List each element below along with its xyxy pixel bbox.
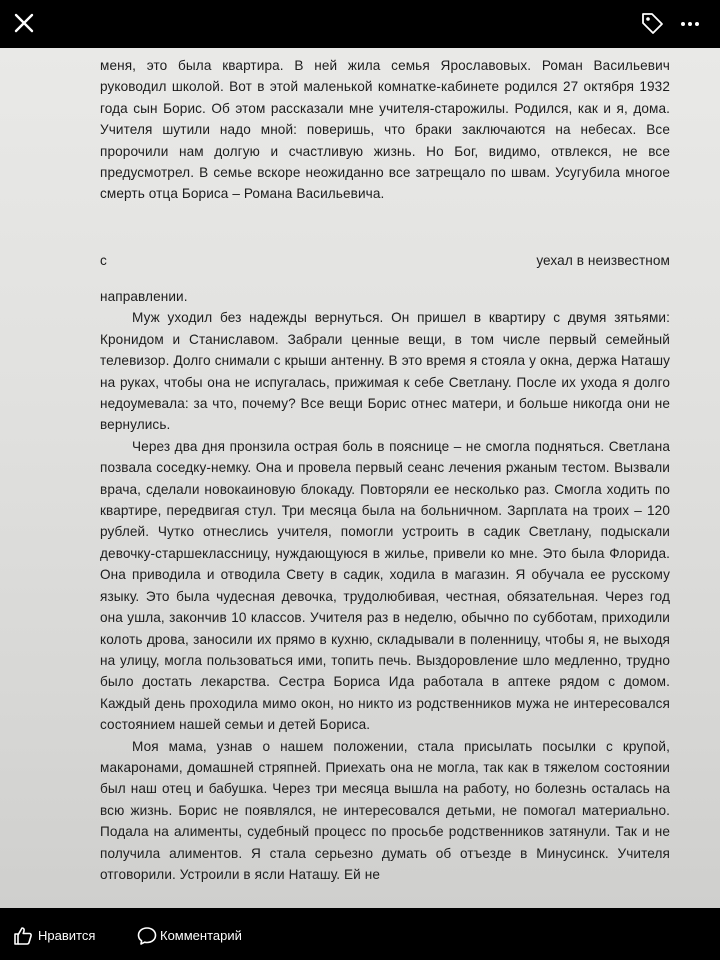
close-button[interactable] bbox=[2, 2, 46, 46]
redacted-line bbox=[100, 250, 670, 271]
paragraph-3: Муж уходил без надежды вернуться. Он пришел в квартиру с двумя зятьями: Кронидом и Станиславом. Забрали ценные вещи, в том числе первый семейный телевизор. Долго снимали с крыши антенну. В это время я стояла у окна, держа Наташу на руках, чтобы она не испугалась, прижимая к себе Светлану. После их ухода я долго недоумевала: за что, почему? Все вещи Борис отнес матери, и больше никогда они не вернулись. bbox=[100, 310, 670, 433]
like-label: Нравится bbox=[38, 928, 96, 943]
paragraph-2-end: направлении. bbox=[100, 289, 188, 304]
action-bar bbox=[0, 912, 720, 960]
paragraph-5: Моя мама, узнав о нашем положении, стала присылать посылки с крупой, макаронами, домашней стряпней. Приехать она не могла, так как в тяжелом состоянии был наш отец и бабушка. Через три месяца вышла на работу, но болезнь осталась на всю жизнь. Борис не появлялся, не интересовался детьми, не помогал материально. Подала на алименты, судебный процесс по просьбе родственников затянули. Так и не получила алиментов. Я стала серьезно думать об отъезде в Минусинск. Учителя отговорили. Устроили в ясли Наташу. Ей не bbox=[100, 738, 670, 882]
paragraph-4: Через два дня пронзила острая боль в пояснице – не смогла подняться. Светлана позвала соседку-немку. Она и провела первый сеанс лечения ржаным тестом. Вызвали врача, сделали новокаиновую блокаду. Повторяли ее несколько раз. Смогла ходить по квартире, передвигая стул. Три месяца была на больничном. Зарплата на троих – 120 рублей. Чутко отнеслись учителя, помогли устроить в садик Светлану, подыскали девочку-старшеклассницу, нуждающуюся в жилье, привели ко мне. Это была Флорида. Она приводила и отводила Свету в садик, ходила в магазин. Я обучала ее русскому языку. Это была чудесная девочка, трудолюбивая, честная, обязательная. Через год она ушла, закончив 10 классов. Учителя раз в неделю, обычно по субботам, приходили колоть дрова, заносили их прямо в кухню, складывали в поленницу, чтобы я, не выходя на улицу, могла пользоваться ими, топить печь. Выздоровление шло медленно, трудно было достать лекарства. Сестра Бориса Ида работала в аптеке рядом с домом. Каждый день проходила мимо окон, но никто из родственников мужа не интересовался состоянием нашей семьи и детей Бориса. bbox=[100, 438, 670, 733]
like-button[interactable] bbox=[12, 922, 112, 950]
paragraph-1: меня, это была квартира. В ней жила семья Ярославовых. Роман Васильевич руководил школой. Вот в этой маленькой комнатке-кабинете родился 27 октября 1932 года сын Борис. Об этом рассказали мне учителя-старожилы. Родился, как и я, дома. Учителя шутили надо мной: поверишь, что браки заключаются на небесах. Все пророчили нам долгую и счастливую жизнь. Но Бог, видимо, отвлекся, не все предусмотрел. В семье вскоре неожиданно все затрещало по швам. Усугубила многое смерть отца Бориса – Романа Васильевича. bbox=[100, 58, 670, 202]
close-icon bbox=[2, 2, 46, 46]
document-page bbox=[100, 48, 670, 908]
photo[interactable] bbox=[0, 48, 720, 908]
comment-label: Комментарий bbox=[160, 928, 242, 943]
comment-icon bbox=[136, 925, 158, 947]
document-body bbox=[100, 286, 670, 885]
more-options-button[interactable] bbox=[668, 2, 712, 46]
more-icon bbox=[668, 2, 712, 46]
line-fragment-right: уехал в неизвестном bbox=[536, 253, 670, 268]
line-fragment-left: с bbox=[100, 253, 107, 268]
thumbs-up-icon bbox=[12, 925, 34, 947]
viewer-toolbar bbox=[0, 0, 720, 48]
comment-button[interactable] bbox=[136, 922, 266, 950]
